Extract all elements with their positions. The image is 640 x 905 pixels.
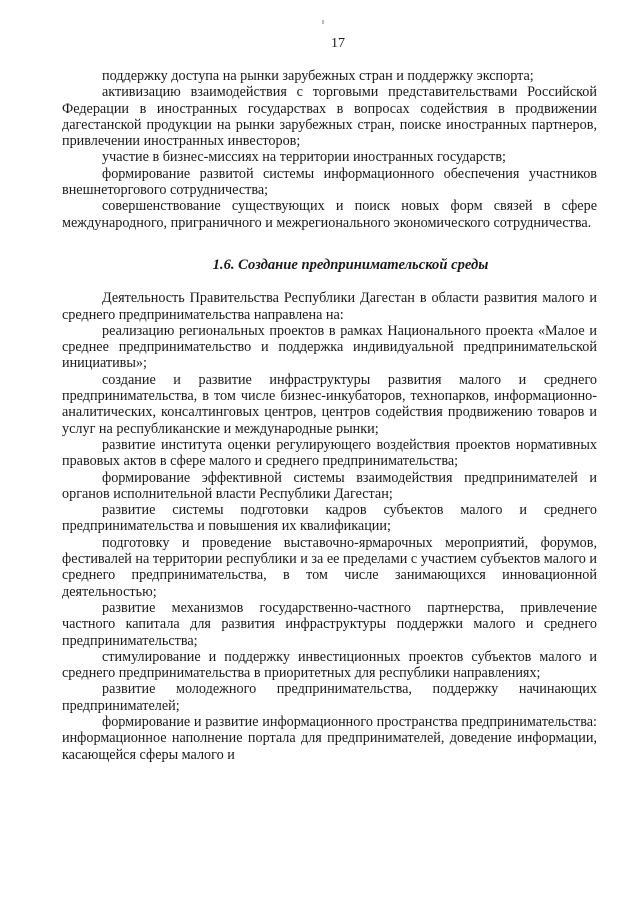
scan-mark bbox=[322, 20, 324, 24]
paragraph: создание и развитие инфраструктуры развития малого и среднего предпринимательства, в том числе бизнес-инкубаторов, технопарков, информационно-аналитических, консалтинговых центров, центров содействия продвижению товаров и услуг на республиканские и международные рынки; bbox=[62, 371, 597, 437]
section-heading: 1.6. Создание предпринимательской среды bbox=[212, 256, 489, 273]
paragraph: реализацию региональных проектов в рамках Национального проекта «Малое и среднее предпринимательство и поддержка индивидуальной предпринимательской инициативы»; bbox=[62, 322, 597, 372]
paragraph: поддержку доступа на рынки зарубежных стран и поддержку экспорта; bbox=[102, 68, 534, 84]
paragraph: активизацию взаимодействия с торговыми представительствами Российской Федерации в иностранных государствах в вопросах содействия в продвижении дагестанской продукции на рынки зарубежных стран, поиске иностранных партнеров, привлечении иностранных инвесторов; bbox=[62, 84, 597, 150]
paragraph: участие в бизнес-миссиях на территории иностранных государств; bbox=[102, 149, 506, 166]
paragraph: развитие системы подготовки кадров субъектов малого и среднего предпринимательства и повышения их квалификации; bbox=[62, 502, 597, 535]
paragraph: развитие механизмов государственно-частного партнерства, привлечение частного капитала для развития инфраструктуры поддержки малого и среднего предпринимательства; bbox=[62, 599, 597, 649]
page-number: 17 bbox=[331, 36, 345, 51]
paragraph: стимулирование и поддержку инвестиционных проектов субъектов малого и среднего предпринимательства в приоритетных для республики направлениях; bbox=[62, 648, 597, 682]
paragraph: развитие молодежного предпринимательства, поддержку начинающих предпринимателей; bbox=[62, 681, 597, 714]
paragraph: формирование эффективной системы взаимодействия предпринимателей и органов исполнительной власти Республики Дагестан; bbox=[62, 469, 597, 502]
paragraph: Деятельность Правительства Республики Дагестан в области развития малого и среднего предпринимательства направлена на: bbox=[62, 290, 597, 323]
paragraph: совершенствование существующих и поиск новых форм связей в сфере международного, приграничного и межрегионального экономического сотрудничества. bbox=[62, 198, 597, 231]
paragraph: формирование и развитие информационного пространства предпринимательства: информационное наполнение портала для предпринимателей, доведение информации, касающейся сферы малого и bbox=[62, 713, 597, 763]
paragraph: подготовку и проведение выставочно-ярмарочных мероприятий, форумов, фестивалей на территории республики и за ее пределами с участием субъектов малого и среднего предпринимательства, в том числе занимающихся инновационной деятельностью; bbox=[62, 534, 597, 600]
paragraph: формирование развитой системы информационного обеспечения участников внешнеторгового сотрудничества; bbox=[62, 165, 597, 199]
paragraph: развитие института оценки регулирующего воздействия проектов нормативных правовых актов в сфере малого и среднего предпринимательства; bbox=[62, 436, 597, 470]
page-content bbox=[62, 68, 597, 763]
